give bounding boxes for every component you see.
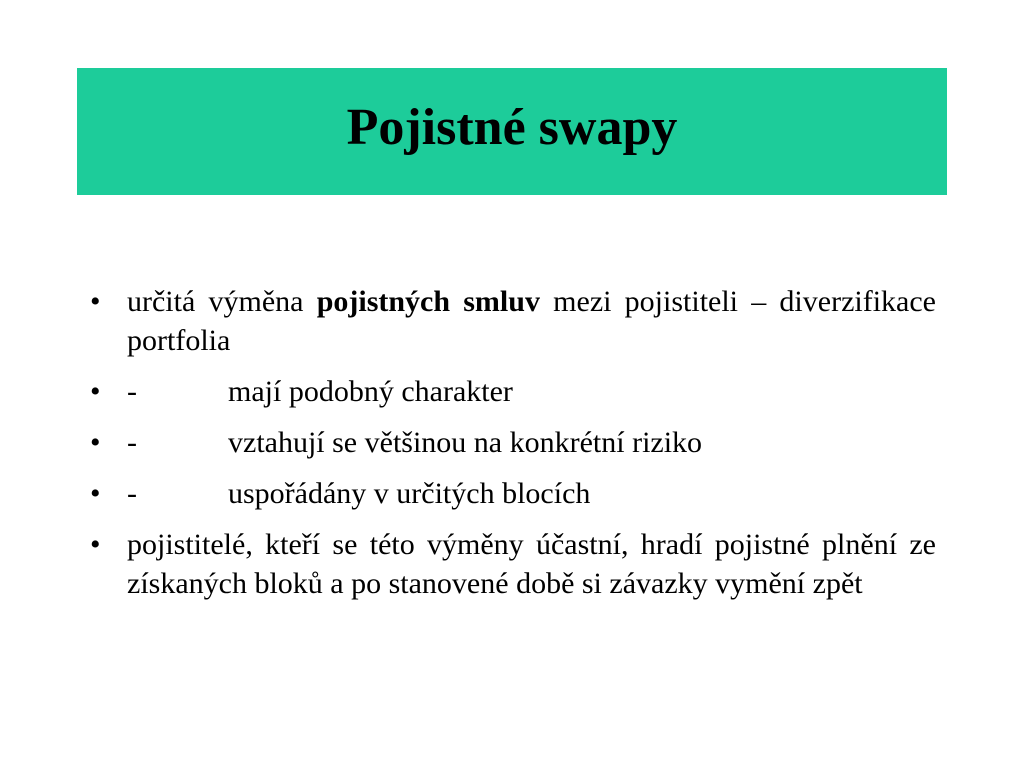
slide-title: Pojistné swapy [346, 98, 678, 156]
bullet-glyph: • [90, 528, 101, 561]
bullet-text-part: mezi pojistiteli – diverzifikace portfolia [127, 285, 936, 357]
bullet-dash: - [127, 375, 137, 408]
bullet-item [90, 372, 936, 411]
bullet-text [127, 282, 936, 360]
bullet-glyph: • [90, 285, 101, 318]
title-band [77, 68, 947, 195]
bullet-item [90, 282, 936, 360]
bullet-text-part: mají podobný charakter [228, 375, 513, 408]
bullet-item [90, 423, 936, 462]
bullet-text-part: určitá výměna [127, 285, 317, 318]
bullet-glyph: • [90, 375, 101, 408]
bullet-item [90, 474, 936, 513]
bullet-dash: - [127, 426, 137, 459]
bullet-glyph: • [90, 477, 101, 510]
bullet-list [90, 282, 936, 615]
bullet-text-part: uspořádány v určitých blocích [228, 477, 591, 510]
bullet-dash: - [127, 477, 137, 510]
bullet-text [127, 423, 936, 462]
bullet-glyph: • [90, 426, 101, 459]
bullet-text [127, 372, 936, 411]
bullet-text-bold: pojistných smluv [316, 285, 540, 318]
bullet-text-part: vztahují se většinou na konkrétní riziko [228, 426, 703, 459]
bullet-text: pojistitelé, kteří se této výměny účastní, hradí pojistné plnění ze získaných bloků a po stanovené době si závazky vymění zpět [127, 528, 936, 600]
bullet-text [127, 474, 936, 513]
bullet-item [90, 525, 936, 603]
